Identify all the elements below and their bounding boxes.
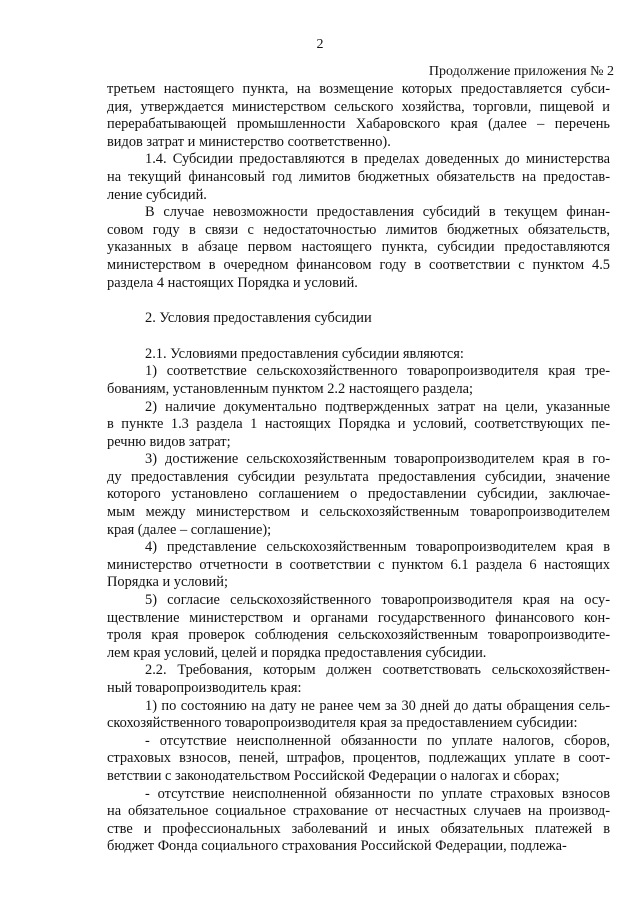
- page-number: 2: [316, 37, 324, 52]
- paragraph-line: 5) согласие сельскохозяйственного товаропроизводителя края на осу-: [145, 592, 610, 609]
- paragraph-line: ветствии с законодательством Российской Федерации о налогах и сборах;: [107, 767, 560, 784]
- paragraph-line: дия, утверждается министерством сельского хозяйства, торговли, пищевой и: [107, 98, 610, 115]
- paragraph-line: 2.2. Требования, которым должен соответствовать сельскохозяйствен-: [145, 662, 610, 679]
- section-spacer: [107, 328, 610, 346]
- paragraph-line: края (далее – соглашение);: [107, 521, 272, 538]
- paragraph-line: троля края проверок соблюдения сельскохозяйственным товаропроизводите-: [107, 627, 610, 644]
- paragraph-line: видов затрат и министерство соответственно).: [107, 133, 391, 150]
- paragraph-line: - отсутствие неисполненной обязанности по уплате налогов, сборов,: [145, 732, 610, 749]
- paragraph-line: ду предоставления субсидии результата предоставления субсидии, значение: [107, 468, 610, 485]
- paragraph-line: 3) достижение сельскохозяйственным товаропроизводителем края в го-: [145, 451, 610, 468]
- paragraph-line: бюджет Фонда социального страхования Российской Федерации, подлежа-: [107, 838, 567, 855]
- paragraph-line: указанных в абзаце первом настоящего пункта, субсидии предоставляются: [107, 239, 610, 256]
- paragraph-line: ществление министерством и органами государственного финансового кон-: [107, 609, 610, 626]
- section-spacer: [107, 292, 610, 310]
- section-heading: 2. Условия предоставления субсидии: [145, 310, 372, 327]
- paragraph-line: Порядка и условий;: [107, 574, 228, 591]
- paragraph-line: которого установлено соглашением о предоставлении субсидии, заключае-: [107, 486, 610, 503]
- paragraph-line: страховых взносов, пеней, штрафов, процентов, подлежащих уплате в соот-: [107, 750, 610, 767]
- paragraph-line: 1) соответствие сельскохозяйственного товаропроизводителя края тре-: [145, 363, 610, 380]
- paragraph-line: 2) наличие документально подтвержденных затрат на цели, указанные: [145, 398, 610, 415]
- paragraph-line: ный товаропроизводитель края:: [107, 680, 302, 696]
- paragraph-line: на текущий финансовый год лимитов бюджетных обязательств на предостав-: [107, 168, 610, 185]
- paragraph-line: на обязательное социальное страхование от несчастных случаев на производ-: [107, 803, 610, 820]
- intro-paragraphs: [107, 81, 610, 292]
- paragraph-line: В случае невозможности предоставления субсидий в текущем финан-: [145, 204, 610, 221]
- paragraph-line: лем края условий, целей и порядка предоставления субсидии.: [107, 644, 487, 661]
- paragraph-line: в пункте 1.3 раздела 1 настоящих Порядка и условий, соответствующих пе-: [107, 416, 610, 433]
- paragraph-line: 4) представление сельскохозяйственным товаропроизводителем края в: [145, 539, 610, 556]
- paragraph-line: ление субсидий.: [107, 186, 207, 203]
- paragraph-line: третьем настоящего пункта, на возмещение которых предоставляется субси-: [107, 81, 610, 97]
- section-paragraphs: [107, 346, 610, 856]
- paragraph-line: стве и профессиональных заболеваний и иных обязательных платежей в: [107, 820, 610, 837]
- appendix-continuation-note: Продолжение приложения № 2: [428, 64, 614, 79]
- paragraph-line: министерством в очередном финансовом году в соответствии с пунктом 4.5: [107, 256, 610, 273]
- paragraph-line: мым между министерством и сельскохозяйственным товаропроизводителем: [107, 504, 610, 521]
- document-body: [107, 81, 610, 856]
- paragraph-line: 2.1. Условиями предоставления субсидии являются:: [145, 345, 464, 362]
- paragraph-line: министерство отчетности в соответствии с пунктом 6.1 раздела 6 настоящих: [107, 556, 610, 573]
- paragraph-line: совом году в связи с недостаточностью лимитов бюджетных обязательств,: [107, 221, 610, 238]
- paragraph-line: 1) по состоянию на дату не ранее чем за 30 дней до даты обращения сель-: [145, 697, 610, 714]
- paragraph-line: бованиям, установленным пунктом 2.2 настоящего раздела;: [107, 380, 474, 397]
- paragraph-line: 1.4. Субсидии предоставляются в пределах доведенных до министерства: [145, 151, 610, 168]
- paragraph-line: речню видов затрат;: [107, 433, 231, 450]
- paragraph-line: раздела 4 настоящих Порядка и условий.: [107, 274, 358, 291]
- paragraph-line: - отсутствие неисполненной обязанности по уплате страховых взносов: [145, 785, 610, 802]
- paragraph-line: перерабатывающей промышленности Хабаровского края (далее – перечень: [107, 116, 610, 133]
- paragraph-line: скохозяйственного товаропроизводителя края за предоставлением субсидии:: [107, 715, 578, 732]
